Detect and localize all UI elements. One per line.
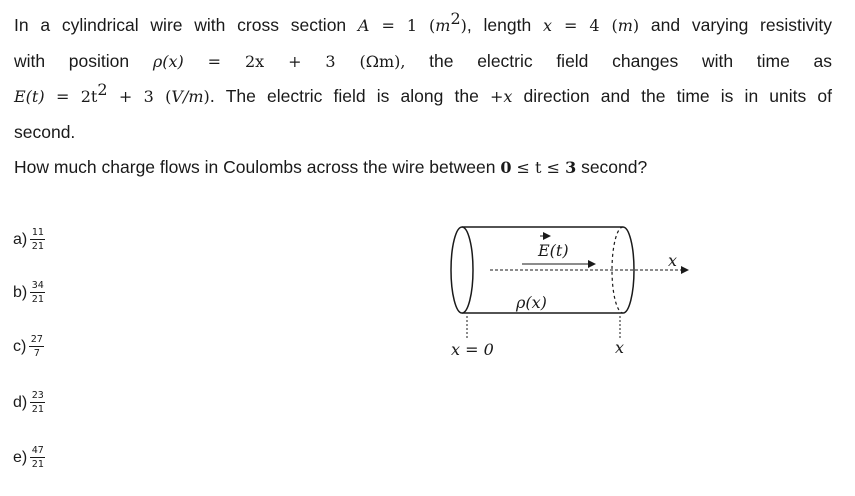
option-label: e) bbox=[13, 448, 28, 466]
fraction-numerator: 34 bbox=[31, 280, 44, 291]
option-label: c) bbox=[13, 337, 27, 355]
length-value: = 4 ( bbox=[551, 16, 618, 35]
option-label: a) bbox=[13, 230, 28, 248]
option-label: b) bbox=[13, 283, 28, 301]
fraction-denominator: 7 bbox=[33, 348, 40, 359]
efield-close: ). bbox=[203, 87, 215, 106]
question-text-segment: the electric field changes with time as bbox=[405, 50, 832, 71]
fraction-numerator: 11 bbox=[31, 227, 44, 238]
resistivity-function: ρ(x) bbox=[152, 51, 184, 71]
question-text-segment: How much charge flows in Coulombs across the wire between bbox=[14, 157, 501, 177]
question-text-segment: , length bbox=[466, 15, 543, 35]
question-text-segment: second. bbox=[14, 121, 76, 142]
efield-formula-tail: + 3 ( bbox=[107, 87, 172, 106]
fraction-denominator: 21 bbox=[31, 404, 44, 415]
question-text-segment: with position bbox=[14, 50, 153, 71]
field-direction: +x bbox=[489, 87, 513, 106]
question-text-segment: second? bbox=[576, 157, 648, 177]
length-symbol: x bbox=[542, 16, 552, 35]
field-label: E(t) bbox=[538, 241, 569, 260]
efield-exponent: 2 bbox=[97, 80, 108, 100]
question-text-segment: and varying resistivity bbox=[639, 15, 833, 35]
efield-function: E(t) bbox=[14, 87, 45, 106]
length-unit: m bbox=[617, 16, 633, 35]
position-label: x bbox=[615, 338, 625, 357]
fraction-numerator: 27 bbox=[30, 334, 43, 345]
fraction-numerator: 23 bbox=[31, 390, 44, 401]
range-operator: ≤ t ≤ bbox=[511, 158, 566, 177]
resistivity-formula: = 2x + 3 (Ωm), bbox=[183, 51, 406, 71]
area-symbol: A bbox=[357, 16, 370, 35]
area-value: = 1 ( bbox=[369, 16, 436, 35]
question-text-segment: direction and the time is in units of bbox=[512, 86, 832, 106]
area-unit: m bbox=[435, 16, 451, 35]
origin-label: x = 0 bbox=[451, 340, 494, 359]
cylinder-left-face bbox=[451, 227, 473, 313]
fraction-denominator: 21 bbox=[31, 294, 44, 305]
question-text-segment: In a cylindrical wire with cross section bbox=[14, 15, 358, 35]
axis-label: x bbox=[668, 251, 678, 270]
efield-formula: = 2t bbox=[44, 87, 98, 106]
resistivity-label: ρ(x) bbox=[516, 293, 547, 312]
range-lower-bound: 0 bbox=[500, 158, 512, 177]
area-unit-exponent: 2 bbox=[450, 9, 461, 29]
option-label: d) bbox=[13, 393, 28, 411]
fraction-denominator: 21 bbox=[31, 459, 44, 470]
range-upper-bound: 3 bbox=[565, 158, 577, 177]
fraction-denominator: 21 bbox=[31, 241, 44, 252]
efield-unit: V/m bbox=[171, 87, 204, 106]
length-close: ) bbox=[632, 16, 640, 35]
question-text-segment: The electric field is along the bbox=[214, 86, 490, 106]
area-close: ) bbox=[460, 16, 467, 35]
fraction-numerator: 47 bbox=[31, 445, 44, 456]
